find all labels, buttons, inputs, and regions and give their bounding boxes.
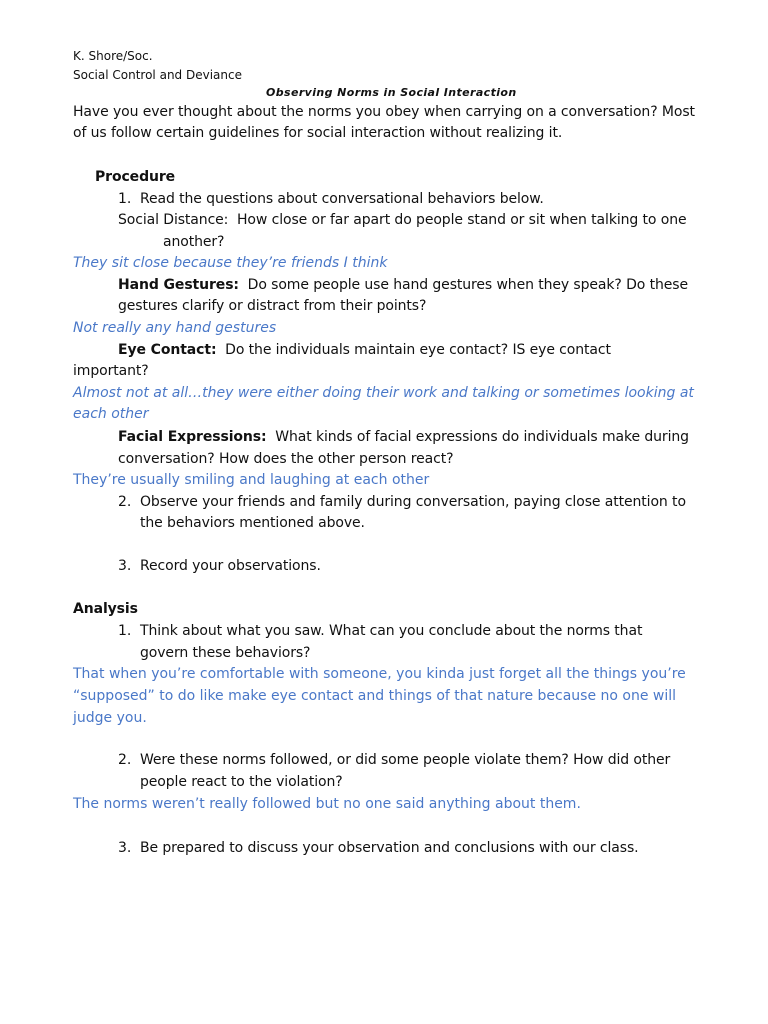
social-distance-question-cont: another? — [163, 234, 225, 250]
intro-line-1: Have you ever thought about the norms you obey when carrying on a conversation? Most — [73, 104, 695, 120]
social-distance-question — [118, 211, 687, 229]
analysis-q3-text: Be prepared to discuss your observation and conclusions with our class. — [140, 840, 639, 856]
course-line: Social Control and Deviance — [73, 68, 242, 82]
hand-gestures-question — [118, 276, 688, 294]
analysis-q1-answer-line-3: judge you. — [73, 710, 147, 726]
hand-gestures-question-cont: gestures clarify or distract from their points? — [118, 298, 427, 314]
step-2-number: 2. — [118, 494, 132, 510]
social-distance-answer: They sit close because they’re friends I think — [73, 255, 388, 271]
hand-gestures-answer: Not really any hand gestures — [73, 320, 277, 336]
step-1-number: 1. — [118, 191, 132, 207]
eye-contact-answer-line-1: Almost not at all…they were either doing their work and talking or sometimes looking at — [73, 385, 694, 401]
facial-expressions-answer: They’re usually smiling and laughing at each other — [73, 472, 430, 488]
step-1-text: Read the questions about conversational behaviors below. — [140, 191, 544, 207]
analysis-q1-answer-line-1: That when you’re comfortable with someone, you kinda just forget all the things you’re — [73, 666, 686, 682]
procedure-heading: Procedure — [95, 169, 176, 185]
author-line: K. Shore/Soc. — [73, 49, 153, 63]
analysis-q2-number: 2. — [118, 752, 132, 768]
analysis-q1-answer-line-2: “supposed” to do like make eye contact and things of that nature because no one will — [73, 688, 677, 704]
eye-contact-text: Do the individuals maintain eye contact? IS eye contact — [225, 342, 611, 358]
analysis-q1-line-1: Think about what you saw. What can you conclude about the norms that — [140, 623, 643, 639]
step-2-line-1: Observe your friends and family during conversation, paying close attention to — [140, 494, 686, 510]
step-3-text: Record your observations. — [140, 558, 321, 574]
analysis-q1-line-2: govern these behaviors? — [140, 645, 311, 661]
facial-expressions-question — [118, 428, 689, 446]
analysis-q3-number: 3. — [118, 840, 132, 856]
social-distance-text: How close or far apart do people stand or sit when talking to one — [237, 212, 687, 228]
facial-expressions-text: What kinds of facial expressions do individuals make during — [275, 429, 689, 445]
intro-line-2: of us follow certain guidelines for social interaction without realizing it. — [73, 125, 563, 141]
document-title: Observing Norms in Social Interaction — [266, 86, 517, 99]
analysis-q2-line-1: Were these norms followed, or did some people violate them? How did other — [140, 752, 671, 768]
eye-contact-question — [118, 341, 611, 359]
analysis-heading: Analysis — [73, 601, 138, 617]
analysis-q1-number: 1. — [118, 623, 132, 639]
hand-gestures-label: Hand Gestures: — [118, 277, 239, 293]
facial-expressions-question-cont: conversation? How does the other person react? — [118, 451, 454, 467]
facial-expressions-label: Facial Expressions: — [118, 429, 267, 445]
hand-gestures-text: Do some people use hand gestures when they speak? Do these — [247, 277, 688, 293]
eye-contact-question-cont: important? — [73, 363, 149, 379]
step-2-line-2: the behaviors mentioned above. — [140, 515, 365, 531]
step-3-number: 3. — [118, 558, 132, 574]
eye-contact-label: Eye Contact: — [118, 342, 217, 358]
analysis-q2-answer: The norms weren’t really followed but no one said anything about them. — [73, 796, 581, 812]
social-distance-label: Social Distance: — [118, 212, 229, 228]
analysis-q2-line-2: people react to the violation? — [140, 774, 343, 790]
eye-contact-answer-line-2: each other — [73, 406, 149, 422]
